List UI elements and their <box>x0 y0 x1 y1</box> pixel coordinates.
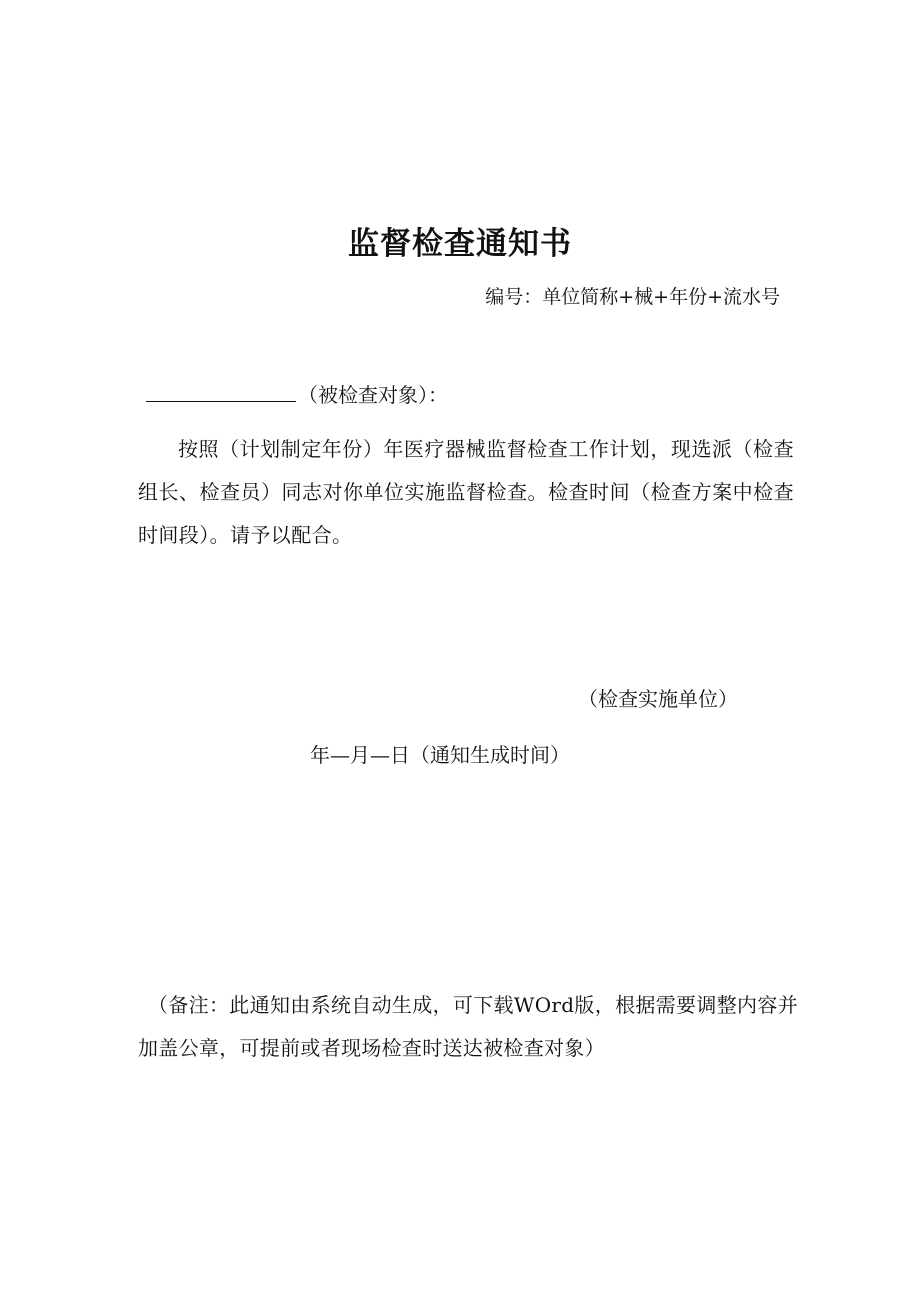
inspected-party-blank <box>146 383 296 402</box>
salutation-suffix: （被检查对象）： <box>298 383 448 407</box>
notice-body: 按照（计划制定年份）年医疗器械监督检查工作计划，现选派（检查组长、检查员）同志对你单位实施监督检查。检查时间（检查方案中检查时间段）。请予以配合。 <box>138 437 794 547</box>
salutation-line <box>146 380 448 410</box>
document-number: 编号：单位简称+械+年份+流水号 <box>485 286 780 308</box>
notice-date: 年—月—日（通知生成时间） <box>310 743 570 767</box>
document-title: 监督检查通知书 <box>348 226 572 262</box>
issuing-unit: （检查实施单位） <box>578 687 738 711</box>
remark-note: （备注：此通知由系统自动生成，可下载WOrd版，根据需要调整内容并加盖公章，可提前或者现场检查时送达被检查对象） <box>138 993 798 1060</box>
